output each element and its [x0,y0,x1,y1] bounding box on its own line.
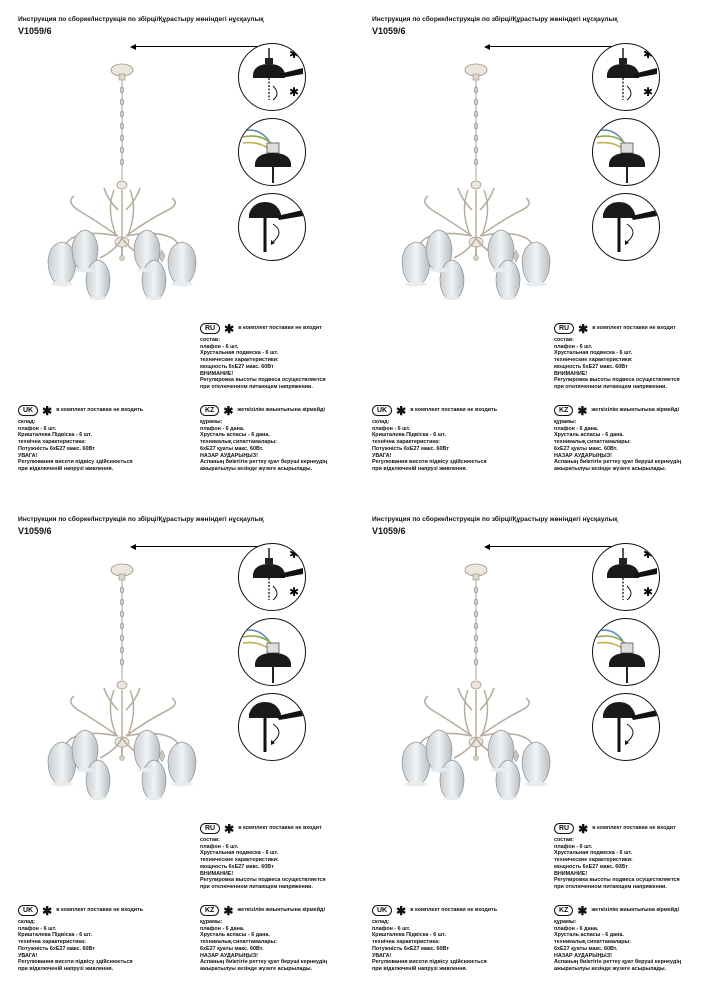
kz-line: НАЗАР АУДАРЫҢЫЗ! [554,952,612,959]
ru-line: ВНИМАНИЕ! [200,870,234,877]
star-icon: ✱ [577,904,588,918]
ru-line: Хрустальная подвеска - 6 шт. [554,350,633,357]
model-code: V1059/6 [18,26,52,36]
chandelier-illustration [392,560,562,800]
kz-line: Аспаның биіктігін реттеу қуат беруші кернеудің [200,459,328,466]
kz-line: 6хЕ27 қуаты макс. 60Вт. [200,945,264,952]
ru-badge: RU [200,323,220,334]
ru-line: Хрустальная подвеска - 6 шт. [554,850,633,857]
star-icon: ✱ [223,904,234,918]
instruction-header: Инструкция по сборке/Інструкція по збірці/Құрастыру жөніндегі нұсқаулық [18,16,264,23]
kz-block [554,405,681,473]
star-icon: ✱ [42,904,53,918]
star-icon: ✱ [578,822,589,836]
ru-badge: RU [554,823,574,834]
kz-line: ажыратылуы кезінде жүзеге асырылады. [200,465,313,472]
ru-line: мощность 6хЕ27 макс. 60Вт [554,363,628,370]
uk-line: Потужність 6хЕ27 макс. 60Вт [372,945,449,952]
star-icon: ✱ [396,904,407,918]
ru-line: состав: [200,337,220,343]
uk-line: при відключеній напрузі живлення. [372,465,468,472]
svg-text:✱: ✱ [289,85,300,99]
uk-block [18,905,143,973]
uk-note: в комплект поставки не входить [410,907,498,914]
uk-line: Регулювання висоти підвісу здійснюється [372,459,487,466]
kz-line: құрамы: [554,419,577,425]
uk-line: Кришталева Підвіска - 6 шт. [372,932,446,939]
uk-line: при відключеній напрузі живлення. [18,965,114,972]
kz-block [554,905,681,973]
arrow-head-icon [484,544,490,550]
instruction-header: Инструкция по сборке/Інструкція по збірці/Құрастыру жөніндегі нұсқаулық [372,16,618,23]
ru-block [200,323,326,391]
uk-line: Регулювання висоти підвісу здійснюється [18,459,133,466]
instruction-header: Инструкция по сборке/Інструкція по збірці/Құрастыру жөніндегі нұсқаулық [18,516,264,523]
uk-line: при відключеній напрузі живлення. [18,465,114,472]
ru-line: Хрустальная подвеска - 6 шт. [200,350,279,357]
uk-line: технічна характеристика: [18,939,86,946]
ru-line: состав: [554,337,574,343]
ru-line: технические характеристики: [554,357,633,364]
ru-line: состав: [554,837,574,843]
kz-line: 6хЕ27 қуаты макс. 60Вт. [200,445,264,452]
uk-line: Кришталева Підвіска - 6 шт. [18,932,92,939]
uk-line: Регулювання висоти підвісу здійснюється [372,959,487,966]
kz-line: Хрусталь аспасы - 6 дана. [554,432,624,439]
uk-block [18,405,143,473]
height-adjust-illustration [238,693,306,761]
ru-line: состав: [200,837,220,843]
star-icon: ✱ [224,822,235,836]
uk-badge: UK [18,405,38,416]
ru-line: при отключенном питающем напряжении. [554,883,667,890]
ru-line: ВНИМАНИЕ! [554,870,588,877]
height-adjust-illustration [238,193,306,261]
ru-line: плафон - 6 шт. [200,343,239,350]
ru-line: при отключенном питающем напряжении. [554,383,667,390]
kz-note: жеткізілім жиынтығына кірмейді [591,407,679,414]
uk-line: склад: [18,919,36,925]
instruction-panel-top-right [354,0,707,500]
kz-note: жеткізілім жиынтығына кірмейді [237,407,325,414]
ru-block [554,323,680,391]
svg-text:✱: ✱ [643,547,654,561]
uk-line: Потужність 6хЕ27 макс. 60Вт [18,445,95,452]
uk-line: плафон - 6 шт. [372,425,411,432]
svg-text:✱: ✱ [289,547,300,561]
wiring-illustration [238,618,306,686]
canopy-mount-illustration [238,543,306,611]
kz-block [200,905,327,973]
ru-line: Хрустальная подвеска - 6 шт. [200,850,279,857]
uk-line: склад: [372,919,390,925]
wiring-illustration [238,118,306,186]
model-code: V1059/6 [372,26,406,36]
star-icon: ✱ [223,404,234,418]
svg-text:✱: ✱ [643,85,654,99]
ru-line: Регулировка высоты подвеса осуществляется [200,877,326,884]
star-icon: ✱ [42,404,53,418]
ru-line: плафон - 6 шт. [554,343,593,350]
uk-line: УВАГА! [372,452,392,459]
kz-line: техникалық сипаттамалары: [554,939,631,946]
kz-line: құрамы: [554,919,577,925]
kz-line: Аспаның биіктігін реттеу қуат беруші кернеудің [200,959,328,966]
svg-text:✱: ✱ [643,585,654,599]
kz-line: плафон - 6 дана. [200,925,245,932]
model-code: V1059/6 [372,526,406,536]
kz-line: плафон - 6 дана. [200,425,245,432]
star-icon: ✱ [224,322,235,336]
ru-line: плафон - 6 шт. [554,843,593,850]
kz-badge: KZ [200,405,219,416]
uk-note: в комплект поставки не входить [410,407,498,414]
ru-line: Регулировка высоты подвеса осуществляется [554,877,680,884]
uk-line: плафон - 6 шт. [372,925,411,932]
ru-note: в комплект поставки не входит [592,325,676,332]
star-icon: ✱ [396,404,407,418]
ru-line: при отключенном питающем напряжении. [200,383,313,390]
kz-badge: KZ [554,405,573,416]
instruction-panel-bottom-left [0,500,353,1000]
chandelier-illustration [392,60,562,300]
model-code: V1059/6 [18,526,52,536]
ru-line: мощность 6хЕ27 макс. 60Вт [554,863,628,870]
uk-line: технічна характеристика: [372,439,440,446]
instruction-panel-bottom-right [354,500,707,1000]
ru-line: ВНИМАНИЕ! [554,370,588,377]
canopy-mount-illustration [592,543,660,611]
ru-note: в комплект поставки не входит [238,325,322,332]
ru-line: мощность 6хЕ27 макс. 60Вт [200,863,274,870]
uk-block [372,405,497,473]
kz-line: Хрусталь аспасы - 6 дана. [554,932,624,939]
uk-line: Потужність 6хЕ27 макс. 60Вт [18,945,95,952]
ru-line: мощность 6хЕ27 макс. 60Вт [200,363,274,370]
uk-line: плафон - 6 шт. [18,425,57,432]
kz-line: ажыратылуы кезінде жүзеге асырылады. [554,965,667,972]
instruction-panel-top-left [0,0,353,500]
kz-line: плафон - 6 дана. [554,925,599,932]
arrow-head-icon [484,44,490,50]
kz-line: техникалық сипаттамалары: [554,439,631,446]
kz-line: 6хЕ27 қуаты макс. 60Вт. [554,945,618,952]
ru-line: технические характеристики: [554,857,633,864]
uk-line: УВАГА! [18,452,38,459]
kz-line: плафон - 6 дана. [554,425,599,432]
ru-line: Регулировка высоты подвеса осуществляется [554,377,680,384]
uk-block [372,905,497,973]
ru-block [554,823,680,891]
kz-badge: KZ [554,905,573,916]
uk-line: склад: [372,419,390,425]
uk-line: при відключеній напрузі живлення. [372,965,468,972]
ru-note: в комплект поставки не входит [592,825,676,832]
kz-line: ажыратылуы кезінде жүзеге асырылады. [200,965,313,972]
ru-line: технические характеристики: [200,857,279,864]
kz-line: НАЗАР АУДАРЫҢЫЗ! [554,452,612,459]
uk-badge: UK [18,905,38,916]
instruction-header: Инструкция по сборке/Інструкція по збірці/Құрастыру жөніндегі нұсқаулық [372,516,618,523]
ru-line: плафон - 6 шт. [200,843,239,850]
canopy-mount-illustration [592,43,660,111]
uk-line: склад: [18,419,36,425]
kz-note: жеткізілім жиынтығына кірмейді [237,907,325,914]
arrow-head-icon [130,544,136,550]
arrow-head-icon [130,44,136,50]
svg-text:✱: ✱ [289,585,300,599]
uk-line: УВАГА! [372,952,392,959]
ru-badge: RU [554,323,574,334]
kz-note: жеткізілім жиынтығына кірмейді [591,907,679,914]
uk-badge: UK [372,405,392,416]
uk-badge: UK [372,905,392,916]
wiring-illustration [592,618,660,686]
kz-badge: KZ [200,905,219,916]
uk-note: в комплект поставки не входить [56,907,144,914]
uk-line: плафон - 6 шт. [18,925,57,932]
svg-text:✱: ✱ [289,47,300,61]
uk-line: УВАГА! [18,952,38,959]
kz-line: НАЗАР АУДАРЫҢЫЗ! [200,952,258,959]
uk-line: Регулювання висоти підвісу здійснюється [18,959,133,966]
kz-line: техникалық сипаттамалары: [200,439,277,446]
uk-line: Кришталева Підвіска - 6 шт. [372,432,446,439]
uk-line: технічна характеристика: [18,439,86,446]
arrow-icon [488,46,613,47]
height-adjust-illustration [592,193,660,261]
arrow-icon [488,546,613,547]
uk-line: технічна характеристика: [372,939,440,946]
kz-line: 6хЕ27 қуаты макс. 60Вт. [554,445,618,452]
kz-line: ажыратылуы кезінде жүзеге асырылады. [554,465,667,472]
height-adjust-illustration [592,693,660,761]
star-icon: ✱ [578,322,589,336]
kz-line: құрамы: [200,419,223,425]
ru-line: ВНИМАНИЕ! [200,370,234,377]
arrow-icon [134,46,259,47]
ru-line: Регулировка высоты подвеса осуществляется [200,377,326,384]
arrow-icon [134,546,259,547]
uk-line: Кришталева Підвіска - 6 шт. [18,432,92,439]
ru-line: при отключенном питающем напряжении. [200,883,313,890]
ru-line: технические характеристики: [200,357,279,364]
ru-block [200,823,326,891]
kz-line: техникалық сипаттамалары: [200,939,277,946]
kz-line: Аспаның биіктігін реттеу қуат беруші кернеудің [554,459,682,466]
uk-note: в комплект поставки не входить [56,407,144,414]
svg-text:✱: ✱ [643,47,654,61]
kz-line: НАЗАР АУДАРЫҢЫЗ! [200,452,258,459]
kz-line: құрамы: [200,919,223,925]
chandelier-illustration [38,60,208,300]
ru-badge: RU [200,823,220,834]
kz-line: Аспаның биіктігін реттеу қуат беруші кернеудің [554,959,682,966]
chandelier-illustration [38,560,208,800]
kz-line: Хрусталь аспасы - 6 дана. [200,932,270,939]
kz-block [200,405,327,473]
star-icon: ✱ [577,404,588,418]
canopy-mount-illustration [238,43,306,111]
ru-note: в комплект поставки не входит [238,825,322,832]
wiring-illustration [592,118,660,186]
kz-line: Хрусталь аспасы - 6 дана. [200,432,270,439]
uk-line: Потужність 6хЕ27 макс. 60Вт [372,445,449,452]
